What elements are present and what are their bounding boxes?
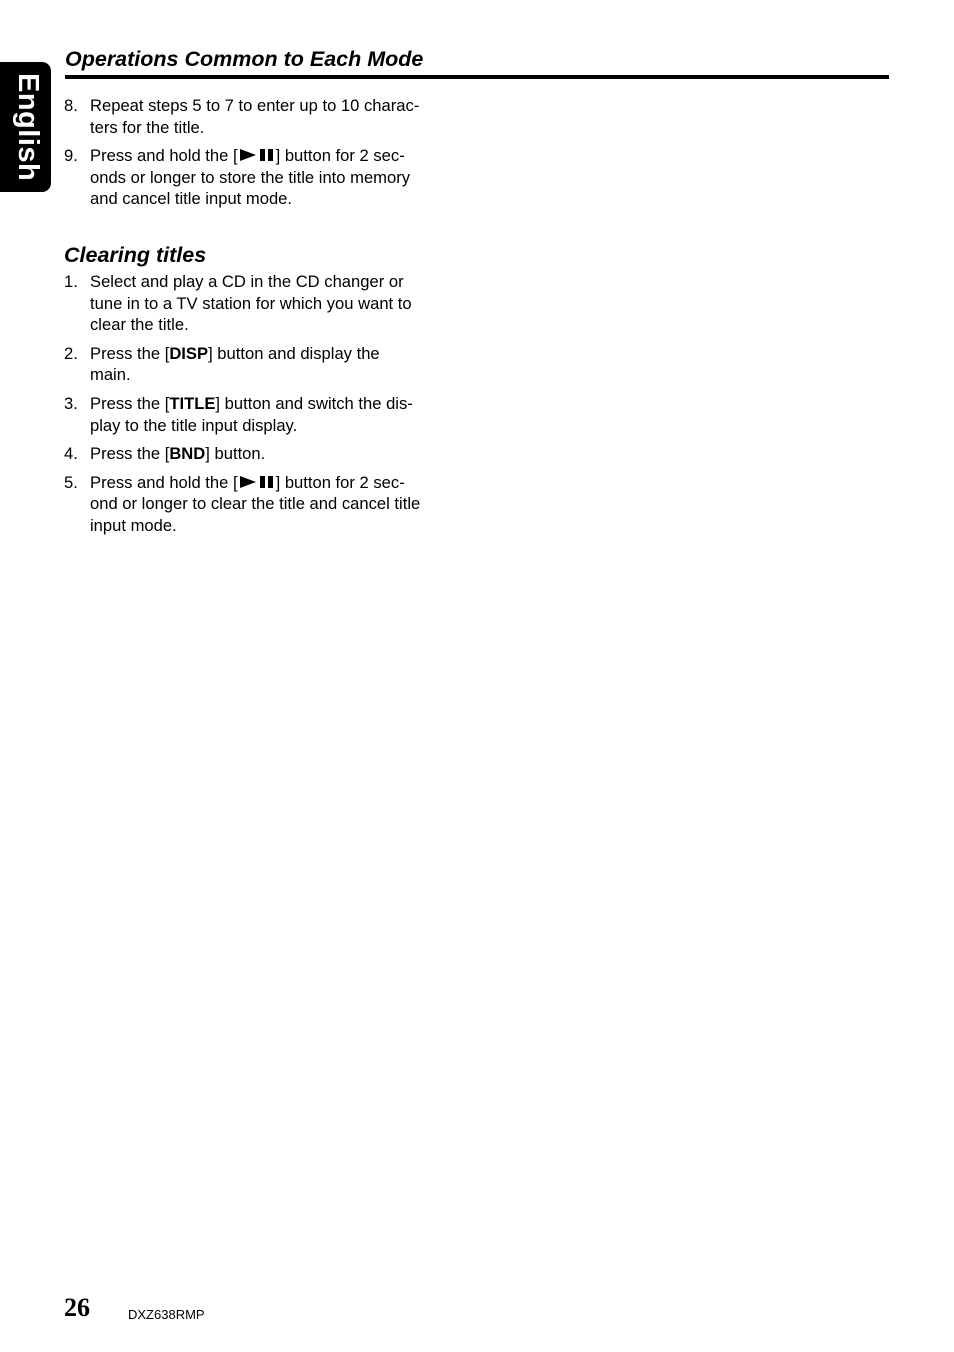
step-text-part: Press the [ <box>90 444 170 464</box>
step-text: main. <box>90 365 131 385</box>
step-number: 5. <box>64 472 78 492</box>
step-text-part: ] button. <box>205 444 266 464</box>
step-number: 8. <box>64 96 78 115</box>
step-item <box>64 443 464 465</box>
step-text-part: Press and hold the [ <box>90 146 238 166</box>
step-text-part: Press and hold the [ <box>90 472 238 492</box>
play-pause-icon <box>239 148 275 162</box>
page-number: 26 <box>64 1293 90 1322</box>
step-text: play to the title input display. <box>90 415 298 435</box>
step-text: and cancel title input mode. <box>90 189 293 209</box>
step-text: Select and play a CD in the CD changer or <box>90 272 404 291</box>
step-number: 9. <box>64 146 78 166</box>
step-item <box>64 472 464 537</box>
step-text-part: ] button and display the <box>208 343 380 363</box>
step-text-part: ] button and switch the dis- <box>215 393 413 413</box>
step-text-part: Press the [ <box>90 393 170 413</box>
step-item <box>64 343 464 386</box>
step-text: tune in to a TV station for which you want to <box>90 293 412 313</box>
section-header <box>65 46 889 79</box>
button-name-disp: DISP <box>169 343 209 363</box>
step-text <box>90 393 464 415</box>
step-number: 3. <box>64 393 78 413</box>
language-tab-label: English <box>12 72 44 182</box>
step-text: input mode. <box>90 515 177 535</box>
button-name-bnd: BND <box>169 444 206 464</box>
step-number: 2. <box>64 343 78 363</box>
step-item <box>64 145 464 210</box>
continued-steps <box>64 95 464 217</box>
step-item <box>64 271 464 336</box>
step-text-part: ] button for 2 sec- <box>275 472 405 492</box>
step-text: ond or longer to clear the title and cancel title <box>90 494 421 514</box>
subsection-title: Clearing titles <box>64 243 207 267</box>
play-pause-icon <box>239 475 275 489</box>
section-title: Operations Common to Each Mode <box>65 47 424 71</box>
clearing-titles-section <box>64 241 464 544</box>
step-text: onds or longer to store the title into memory <box>90 167 411 187</box>
step-number: 4. <box>64 444 78 464</box>
button-name-title: TITLE <box>169 393 216 413</box>
step-text-part: Press the [ <box>90 343 170 363</box>
step-text: ters for the title. <box>90 117 205 137</box>
step-text-part: ] button for 2 sec- <box>275 146 405 166</box>
step-item <box>64 393 464 436</box>
step-text <box>90 145 464 167</box>
step-text: Repeat steps 5 to 7 to enter up to 10 charac- <box>90 96 420 115</box>
model-name: DXZ638RMP <box>128 1307 205 1322</box>
step-text: clear the title. <box>90 315 189 335</box>
step-number: 1. <box>64 272 78 291</box>
step-text <box>90 343 464 365</box>
step-text <box>90 472 464 494</box>
step-text <box>90 443 464 465</box>
step-item <box>64 95 464 138</box>
